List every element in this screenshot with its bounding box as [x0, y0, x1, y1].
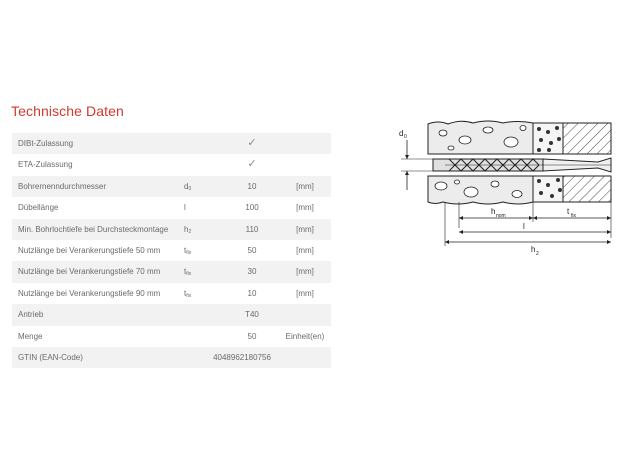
checkmark-icon: ✓ [247, 137, 257, 149]
row-value: 10 [247, 181, 257, 191]
table-row [12, 304, 331, 325]
table-row [12, 133, 331, 154]
tfix-label: t [567, 207, 570, 216]
row-value: 30 [247, 267, 257, 277]
symbol-main: d [184, 181, 189, 191]
anchor-installation-diagram [393, 110, 623, 260]
checkmark-icon: ✓ [247, 158, 257, 171]
symbol-sub: 2 [188, 228, 192, 235]
anchor-plug [433, 158, 611, 172]
row-unit: [mm] [296, 224, 314, 234]
table-row [12, 283, 331, 304]
symbol-sub: fix [186, 249, 192, 256]
tech-data-table [12, 133, 331, 368]
row-label: Nutzlänge bei Verankerungstiefe 70 mm [18, 267, 161, 277]
hnom-sub: nom [496, 213, 506, 219]
table-row [12, 197, 331, 218]
row-value: 4048962180756 [213, 352, 271, 362]
symbol-sub: fix [186, 271, 192, 278]
row-value: 50 [247, 331, 257, 341]
row-label: Nutzlänge bei Verankerungstiefe 90 mm [18, 288, 161, 298]
table-row [12, 219, 331, 240]
table-row [12, 347, 331, 368]
row-unit: [mm] [296, 245, 314, 255]
section-title: Technische Daten [11, 103, 124, 119]
row-value: 110 [245, 224, 259, 234]
hnom-label: h [491, 207, 496, 216]
row-symbol: l [184, 203, 186, 213]
tfix-sub: fix [571, 213, 576, 219]
row-label: Antrieb [18, 310, 44, 320]
row-label: Nutzlänge bei Verankerungstiefe 50 mm [18, 245, 161, 255]
h2-dimension [445, 242, 611, 257]
row-label: Dübellänge [18, 203, 59, 213]
row-unit: Einheit(en) [285, 331, 325, 341]
l-dimension [459, 222, 611, 232]
row-unit: [mm] [296, 181, 314, 191]
row-unit: [mm] [296, 203, 314, 213]
symbol-sub: fix [186, 292, 192, 299]
row-value: 10 [247, 288, 257, 298]
row-unit: [mm] [296, 267, 314, 277]
row-label: DIBt-Zulassung [18, 139, 74, 148]
row-label: ETA-Zulassung [18, 160, 73, 170]
row-label: Bohrernenndurchmesser [18, 181, 107, 191]
table-row [12, 176, 331, 197]
h2-sub: 2 [536, 251, 539, 257]
symbol-main: t [184, 245, 187, 255]
row-value: T40 [245, 310, 259, 320]
row-label: Menge [18, 331, 43, 341]
hnom-tfix-dimension [459, 207, 611, 219]
row-label: GTIN (EAN-Code) [18, 352, 83, 362]
row-unit: [mm] [296, 288, 314, 298]
symbol-main: t [184, 267, 187, 277]
table-row [12, 240, 331, 261]
d0-sub: 0 [404, 134, 407, 140]
row-label: Min. Bohrlochtiefe bei Durchsteckmontage [18, 224, 169, 234]
table-row [12, 261, 331, 282]
table-row [12, 154, 331, 175]
l-label: l [523, 222, 525, 231]
row-value: 50 [247, 245, 257, 255]
table-row [12, 326, 331, 347]
d0-label: d [399, 129, 404, 138]
symbol-sub: 0 [188, 185, 192, 192]
h2-label: h [531, 245, 536, 254]
symbol-main: t [184, 288, 187, 298]
row-value: 100 [245, 203, 259, 213]
symbol-main: h [184, 224, 189, 234]
